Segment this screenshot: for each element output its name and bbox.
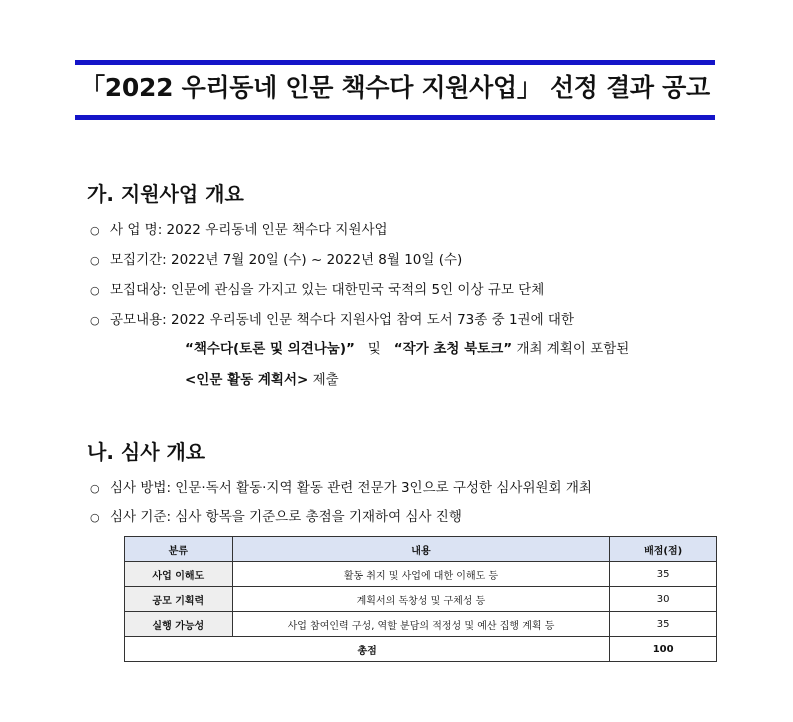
row-score: 30 xyxy=(610,587,717,612)
circle-bullet-icon: ○ xyxy=(90,253,100,267)
page-title: 「2022 우리동네 인문 책수다 지원사업」 선정 결과 공고 xyxy=(80,73,710,102)
list-item xyxy=(90,278,544,298)
table-header-row xyxy=(125,537,717,562)
column-header-score: 배점(점) xyxy=(610,537,717,562)
row-category: 실행 가능성 xyxy=(125,612,233,637)
row-score: 35 xyxy=(610,562,717,587)
list-item xyxy=(90,248,462,268)
row-score: 35 xyxy=(610,612,717,637)
list-item-text: 공모내용: 2022 우리동네 인문 책수다 지원사업 참여 도서 73종 중 1권에 대한 xyxy=(110,312,574,328)
list-item xyxy=(90,308,574,328)
section-a-heading: 가. 지원사업 개요 xyxy=(87,182,244,206)
list-item-text: 사 업 명: 2022 우리동네 인문 책수다 지원사업 xyxy=(110,222,388,238)
evaluation-table xyxy=(124,536,717,662)
circle-bullet-icon: ○ xyxy=(90,223,100,237)
plan-document-emphasis: <인문 활동 계획서> xyxy=(185,372,309,388)
title-rule-bottom xyxy=(75,115,715,120)
table-total-row xyxy=(125,637,717,662)
column-header-category: 분류 xyxy=(125,537,233,562)
list-item-text: 심사 방법: 인문·독서 활동·지역 활동 관련 전문가 3인으로 구성한 심사위원회 개최 xyxy=(110,480,592,496)
list-item xyxy=(90,218,388,238)
list-item-text: 심사 기준: 심사 항목을 기준으로 총점을 기재하여 심사 진행 xyxy=(110,509,462,525)
circle-bullet-icon: ○ xyxy=(90,313,100,327)
row-content: 사업 참여인력 구성, 역할 분담의 적정성 및 예산 집행 계획 등 xyxy=(232,612,610,637)
list-item-text: 모집기간: 2022년 7월 20일 (수) ~ 2022년 8월 10일 (수) xyxy=(110,252,463,268)
section-b-heading: 나. 심사 개요 xyxy=(87,440,206,464)
table-row xyxy=(125,562,717,587)
table-row xyxy=(125,587,717,612)
list-item xyxy=(90,476,592,496)
circle-bullet-icon: ○ xyxy=(90,283,100,297)
content-continuation-line-1: “책수다(토론 및 의견나눔)” 및 “작가 초청 북토크” 개최 계획이 포함된 xyxy=(185,341,630,357)
list-item xyxy=(90,505,462,525)
title-rule-top xyxy=(75,60,715,65)
row-content: 계획서의 독창성 및 구체성 등 xyxy=(232,587,610,612)
total-label: 총점 xyxy=(125,637,610,662)
column-header-content: 내용 xyxy=(232,537,610,562)
content-continuation-line-2: <인문 활동 계획서> 제출 xyxy=(185,372,339,388)
row-category: 사업 이해도 xyxy=(125,562,233,587)
row-content: 활동 취지 및 사업에 대한 이해도 등 xyxy=(232,562,610,587)
book-talk-emphasis: “책수다(토론 및 의견나눔)” xyxy=(185,341,355,357)
list-item-text: 모집대상: 인문에 관심을 가지고 있는 대한민국 국적의 5인 이상 규모 단체 xyxy=(110,282,545,298)
total-value: 100 xyxy=(610,637,717,662)
author-talk-emphasis: “작가 초청 북토크” xyxy=(393,341,513,357)
circle-bullet-icon: ○ xyxy=(90,510,100,524)
table-row xyxy=(125,612,717,637)
row-category: 공모 기획력 xyxy=(125,587,233,612)
circle-bullet-icon: ○ xyxy=(90,481,100,495)
